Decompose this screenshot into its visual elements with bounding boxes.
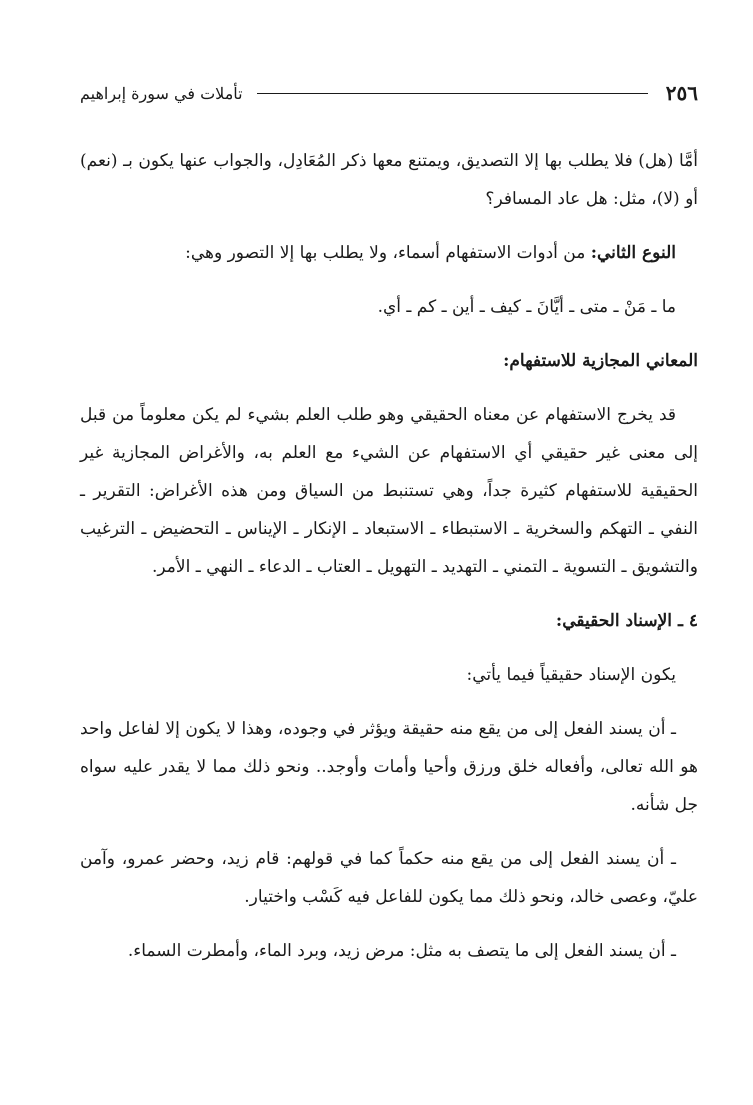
paragraph-attribution-intro: يكون الإسناد حقيقياً فيما يأتي: <box>466 665 676 685</box>
paragraph-second-type <box>80 234 698 272</box>
paragraph-question-words: ما ـ مَنْ ـ متى ـ أيَّانَ ـ كيف ـ أين ـ كم ـ أي. <box>377 297 676 317</box>
paragraph-attribution-second: ـ أن يسند الفعل إلى من يقع منه حكماً كما في قولهم: قام زيد، وحضر عمرو، وآمن عليّ، وعصى خالد، ونحو ذلك مما يكون للفاعل فيه كَسْب واختيار. <box>80 849 698 907</box>
book-page <box>80 78 698 970</box>
page-number: ٢٥٦ <box>665 81 698 105</box>
paragraph-hal: أمَّا (هل) فلا يطلب بها إلا التصديق، ويمتنع معها ذكر المُعَادِل، والجواب عنها يكون بـ (نعم) أو (لا)، مثل: هل عاد المسافر؟ <box>80 151 698 209</box>
second-type-text: من أدوات الاستفهام أسماء، ولا يطلب بها إلا التصور وهي: <box>185 243 591 263</box>
heading-literal-attribution: ٤ ـ الإسناد الحقيقي: <box>555 611 698 631</box>
running-title: تأملات في سورة إبراهيم <box>80 83 243 103</box>
header-rule <box>257 93 648 94</box>
page-header <box>80 78 698 108</box>
paragraph-attribution-third: ـ أن يسند الفعل إلى ما يتصف به مثل: مرض زيد، وبرد الماء، وأمطرت السماء. <box>127 941 676 961</box>
paragraph-attribution-first: ـ أن يسند الفعل إلى من يقع منه حقيقة ويؤثر في وجوده، وهذا لا يكون إلا لفاعل واحد هو الله تعالى، وأفعاله خلق ورزق وأحيا وأمات وأوجد.. ونحو ذلك مما لا يقدر عليه سواه جل شأنه. <box>80 719 698 815</box>
heading-figurative-meanings: المعاني المجازية للاستفهام: <box>503 351 698 371</box>
second-type-label: النوع الثاني: <box>590 243 676 263</box>
paragraph-figurative-meanings: قد يخرج الاستفهام عن معناه الحقيقي وهو طلب العلم بشيء لم يكن معلوماً من قبل إلى معنى غير حقيقي أي الاستفهام عن الشيء مع العلم به، والأغراض المجازية غير الحقيقية للاستفهام كثيرة جداً، وهي تستنبط من السياق ومن هذه الأغراض: التقرير ـ النفي ـ التهكم والسخرية ـ الاستبطاء ـ الاستبعاد ـ الإنكار ـ الإيناس ـ التحضيض ـ الترغيب والتشويق ـ التسوية ـ التمني ـ التهديد ـ التهويل ـ العتاب ـ الدعاء ـ النهي ـ الأمر. <box>80 405 698 577</box>
